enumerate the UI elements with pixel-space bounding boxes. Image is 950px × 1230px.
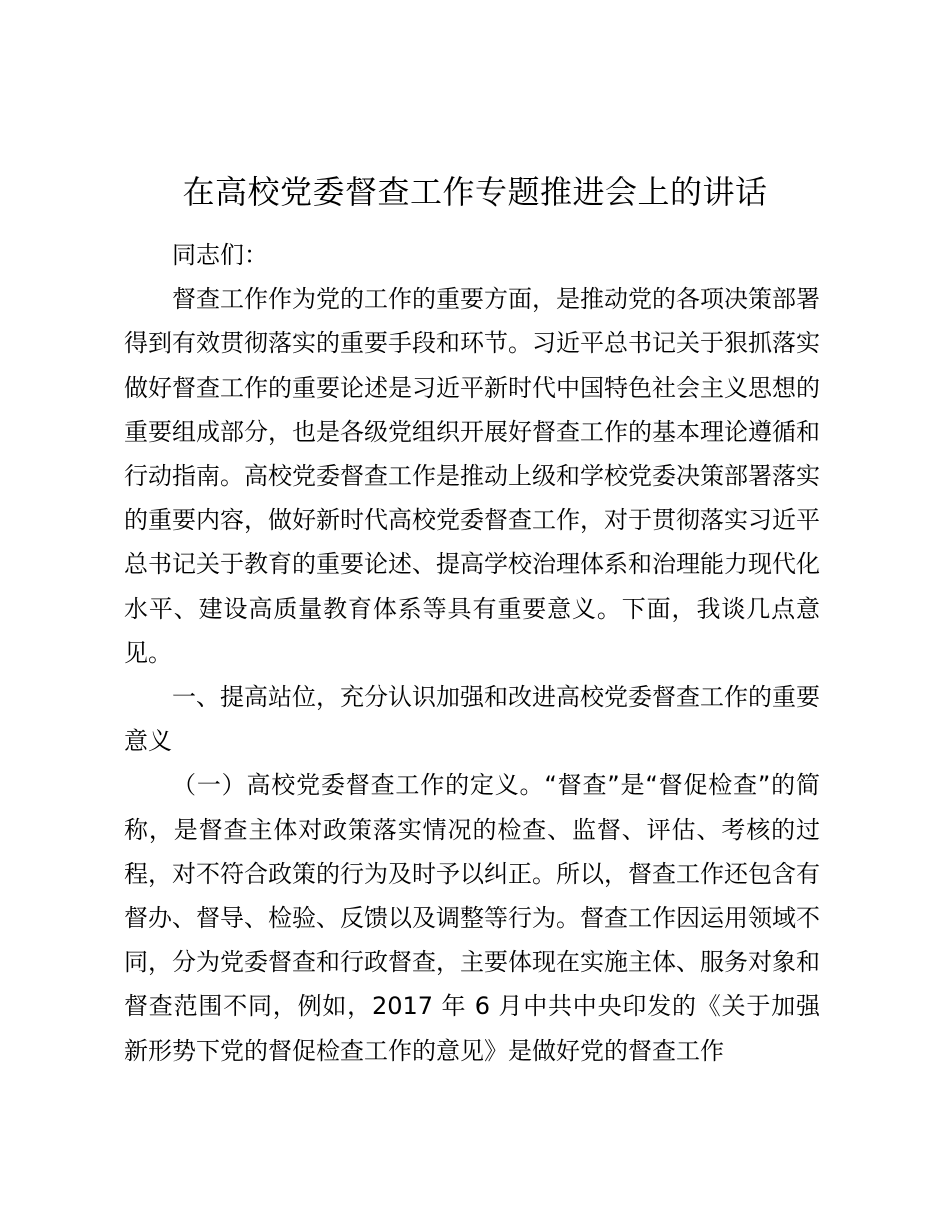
salutation: 同志们： [172, 241, 268, 269]
section-heading: 一、提高站位，充分认识加强和改进高校党委督查工作的重要意义 [124, 683, 820, 756]
document-body [124, 233, 820, 1073]
subsection-paragraph: （一）高校党委督查工作的定义。“督查”是“督促检查”的简称，是督查主体对政策落实情况的检查、监督、评估、考核的过程，对不符合政策的行为及时予以纠正。所以，督查工作还包含有督办、督导、检验、反馈以及调整等行为。督查工作因运用领域不同，分为党委督查和行政督查，主要体现在实施主体、服务对象和督查范围不同，例如，2017 年 6 月中共中央印发的《关于加强新形势下党的督促检查工作的意见》是做好党的督查工作 [124, 771, 820, 1065]
document-title: 在高校党委督查工作专题推进会上的讲话 [182, 173, 768, 211]
intro-paragraph: 督查工作作为党的工作的重要方面，是推动党的各项决策部署得到有效贯彻落实的重要手段和环节。习近平总书记关于狠抓落实做好督查工作的重要论述是习近平新时代中国特色社会主义思想的重要组成部分，也是各级党组织开展好督查工作的基本理论遵循和行动指南。高校党委督查工作是推动上级和学校党委决策部署落实的重要内容，做好新时代高校党委督查工作，对于贯彻落实习近平总书记关于教育的重要论述、提高学校治理体系和治理能力现代化水平、建设高质量教育体系等具有重要意义。下面，我谈几点意见。 [124, 285, 820, 667]
